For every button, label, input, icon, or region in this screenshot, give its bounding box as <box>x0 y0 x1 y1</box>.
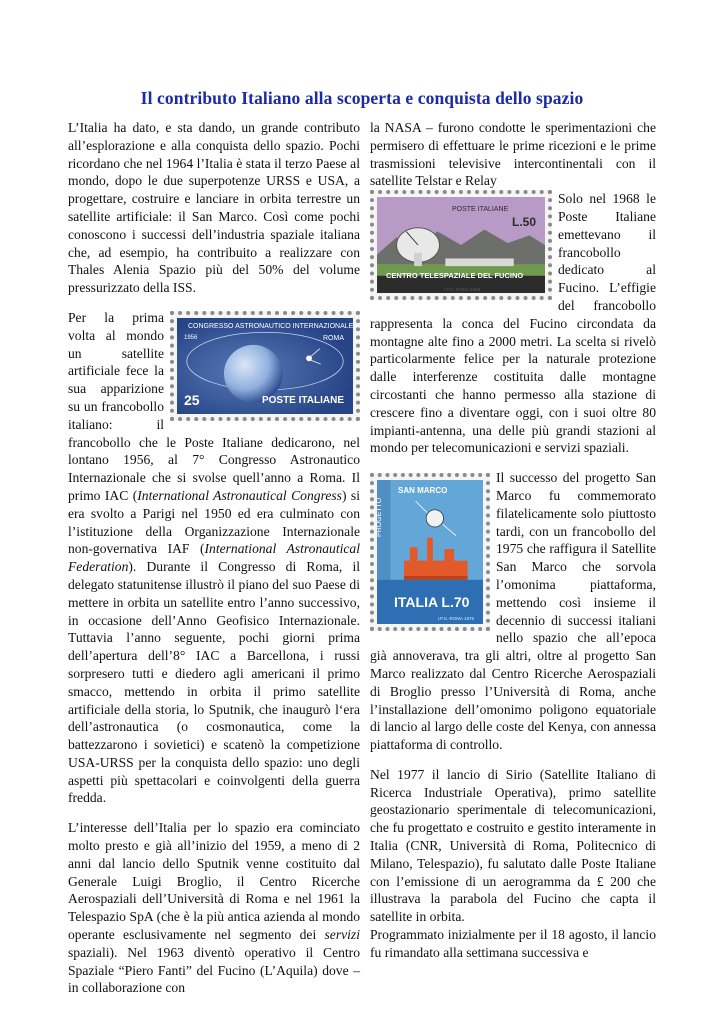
stamp-congress-top-text: CONGRESSO ASTRONAUTICO INTERNAZIONALE <box>188 322 354 330</box>
congress-paragraph <box>68 309 360 807</box>
stamp-sanmarco-value: ITALIA L.70 <box>394 594 470 611</box>
left-column <box>68 119 360 997</box>
congress-text-c: ). Durante il Congresso di Roma, il delegato statunitense illustrò il piano del suo Paese di mettere in orbita un satellite entro l’anno successivo, in occasione dell’Anno Geofisico Internazionale. Tuttavia l’anno seguente, pochi giorni prima dell’apertura dell’8° IAC a Barcellona, i russi sorpresero tutti e diedero agli americani il primo smacco, mettendo in orbita il primo satellite artificiale della storia, lo Sputnik, che inaugurò l‘era dell’astronautica (o cosmonautica, come la battezzarono i sovietici) e scatenò la competizione USA-URSS per la conquista dello spazio: uno degli aspetti più spettacolari e coinvolgenti della guerra fredda. <box>68 559 360 806</box>
stamp-sanmarco-1975 <box>370 473 490 631</box>
fucino-text: Solo nel 1968 le Poste Italiane emettevano il francobollo dedicato al Fucino. L’effigie del francobollo rappresenta la conca del Fucino circondata da montagne alte fino a 2000 metri. La scelta si rivelò particolarmente felice per la naturale protezione dalle interferenze costituita dalle montagne circostanti che hanno permesso alla stazione di crescere fino a diventare oggi, con i suoi oltre 80 impianti-antenna, una delle più grandi stazioni al mondo per telecomunicazioni e servizi spaziali. <box>370 191 656 456</box>
stamp-fucino-1968 <box>370 190 552 300</box>
italy-text-italic: servizi <box>324 927 360 943</box>
stamp-congress-city: ROMA <box>323 334 344 342</box>
stamp-fucino-value: L.50 <box>511 215 536 230</box>
stamp-sanmarco-side: PROGETTO <box>376 497 383 538</box>
iac-name: International Astronautical Congress <box>137 487 342 503</box>
stamp-congress-1956 <box>170 311 360 421</box>
iaf-name: International Astronautical Federation <box>68 541 360 575</box>
fucino-paragraph <box>370 190 656 457</box>
sanmarco-text: Il successo del progetto San Marco fu commemorato filatelicamente solo piuttosto tardi, con un francobollo del 1975 che raffigura il Satellite San Marco che sorvola l’omonima piattaforma, mettendo così insieme il decennio di successi italiani nello spazio che all’epoca già annoverava, tra gli altri, oltre al progetto San Marco realizzato dal Centro Ricerche Aerospaziali di Broglio presso l’Università di Roma, anche l’installazione dell’omonimo poligono equatoriale di lancio al largo delle coste del Kenya, con annessa piattaforma di controllo. <box>370 470 656 753</box>
italy-interest-paragraph <box>68 819 360 997</box>
sirio-paragraph: Nel 1977 il lancio di Sirio (Satellite Italiano di Ricerca Industriale Operativa), primo satellite geostazionario sperimentale di telecomunicazioni, che fu progettato e costruito e gestito interamente in Italia (CNR, Università di Roma, Politecnico di Milano, Telespazio), fu salutato dalle Poste Italiane con l’emissione di un aerogramma da £ 200 che illustrava la parabola del Fucino che capta il satellite in orbita. <box>370 766 656 925</box>
right-column <box>370 119 656 962</box>
stamp-fucino-country: POSTE ITALIANE <box>452 206 509 214</box>
stamp-sanmarco-imprint: I.P.S.-ROMA 1975 <box>437 615 474 621</box>
stamp-congress-value: 25 <box>184 391 200 408</box>
congress-text-b: ) si era svolto a Parigi nel 1950 ed era culminato con l’istituzione della Organizzazione Internazionale non-governativa IAF ( <box>68 487 360 557</box>
intro-paragraph: L’Italia ha dato, e sta dando, un grande contributo all’esplorazione e alla conquista dello spazio. Pochi ricordano che nel 1964 l’Italia è stata il terzo Paese al mondo, dopo le due superpotenze URSS e USA, a progettare, costruire e lanciare in orbita terrestre un satellite artificiale: il San Marco. Così come pochi conoscono i successi dell’industria spaziale italiana che, ad esempio, ha contribuito a realizzare con Thales Alenia Spazio più del 50% del volume pressurizzato della ISS. <box>68 120 360 296</box>
stamp-fucino-caption: CENTRO TELESPAZIALE DEL FUCINO <box>386 270 524 280</box>
launch-paragraph: Programmato inizialmente per il 18 agosto, il lancio fu rimandato alla settimana successiva e <box>370 927 656 960</box>
stamp-fucino-imprint: I.P.S.-ROMA 1968 <box>444 286 481 292</box>
stamp-sanmarco-name: SAN MARCO <box>398 486 448 496</box>
stamp-congress-year: 1956 <box>184 334 198 341</box>
italy-text-a: L’interesse dell’Italia per lo spazio era cominciato molto presto e già all’inizio del 1959, a meno di 2 anni dal lancio dello Sputnik venne costituito dal Generale Luigi Broglio, il Centro Ricerche Aerospaziali dell’Università di Roma e nel 1961 la Telespazio SpA (che è la più antica azienda al mondo operante esclusivamente nel segmento dei <box>68 820 360 943</box>
sanmarco-paragraph <box>370 469 656 754</box>
stamp-congress-country: POSTE ITALIANE <box>261 394 344 406</box>
italy-text-b: spaziali). Nel 1963 diventò operativo il Centro Spaziale “Piero Fanti” del Fucino (L’Aquila) dove – in collaborazione con <box>68 944 360 996</box>
page-title: Il contributo Italiano alla scoperta e conquista dello spazio <box>140 88 584 108</box>
nasa-paragraph: la NASA – furono condotte le sperimentazioni che permisero di effettuare le prime ricezioni e le prime trasmissioni televisive intercontinentali con il satellite Telstar e Relay <box>370 120 656 189</box>
congress-text-a: Per la prima volta al mondo un satellite artificiale fece la sua apparizione su un francobollo italiano: il francobollo che le Poste Italiane dedicarono, nel lontano 1956, al 7° Congresso Astronautico Internazionale che si svolse quell’anno a Roma. Il primo IAC ( <box>68 309 360 503</box>
